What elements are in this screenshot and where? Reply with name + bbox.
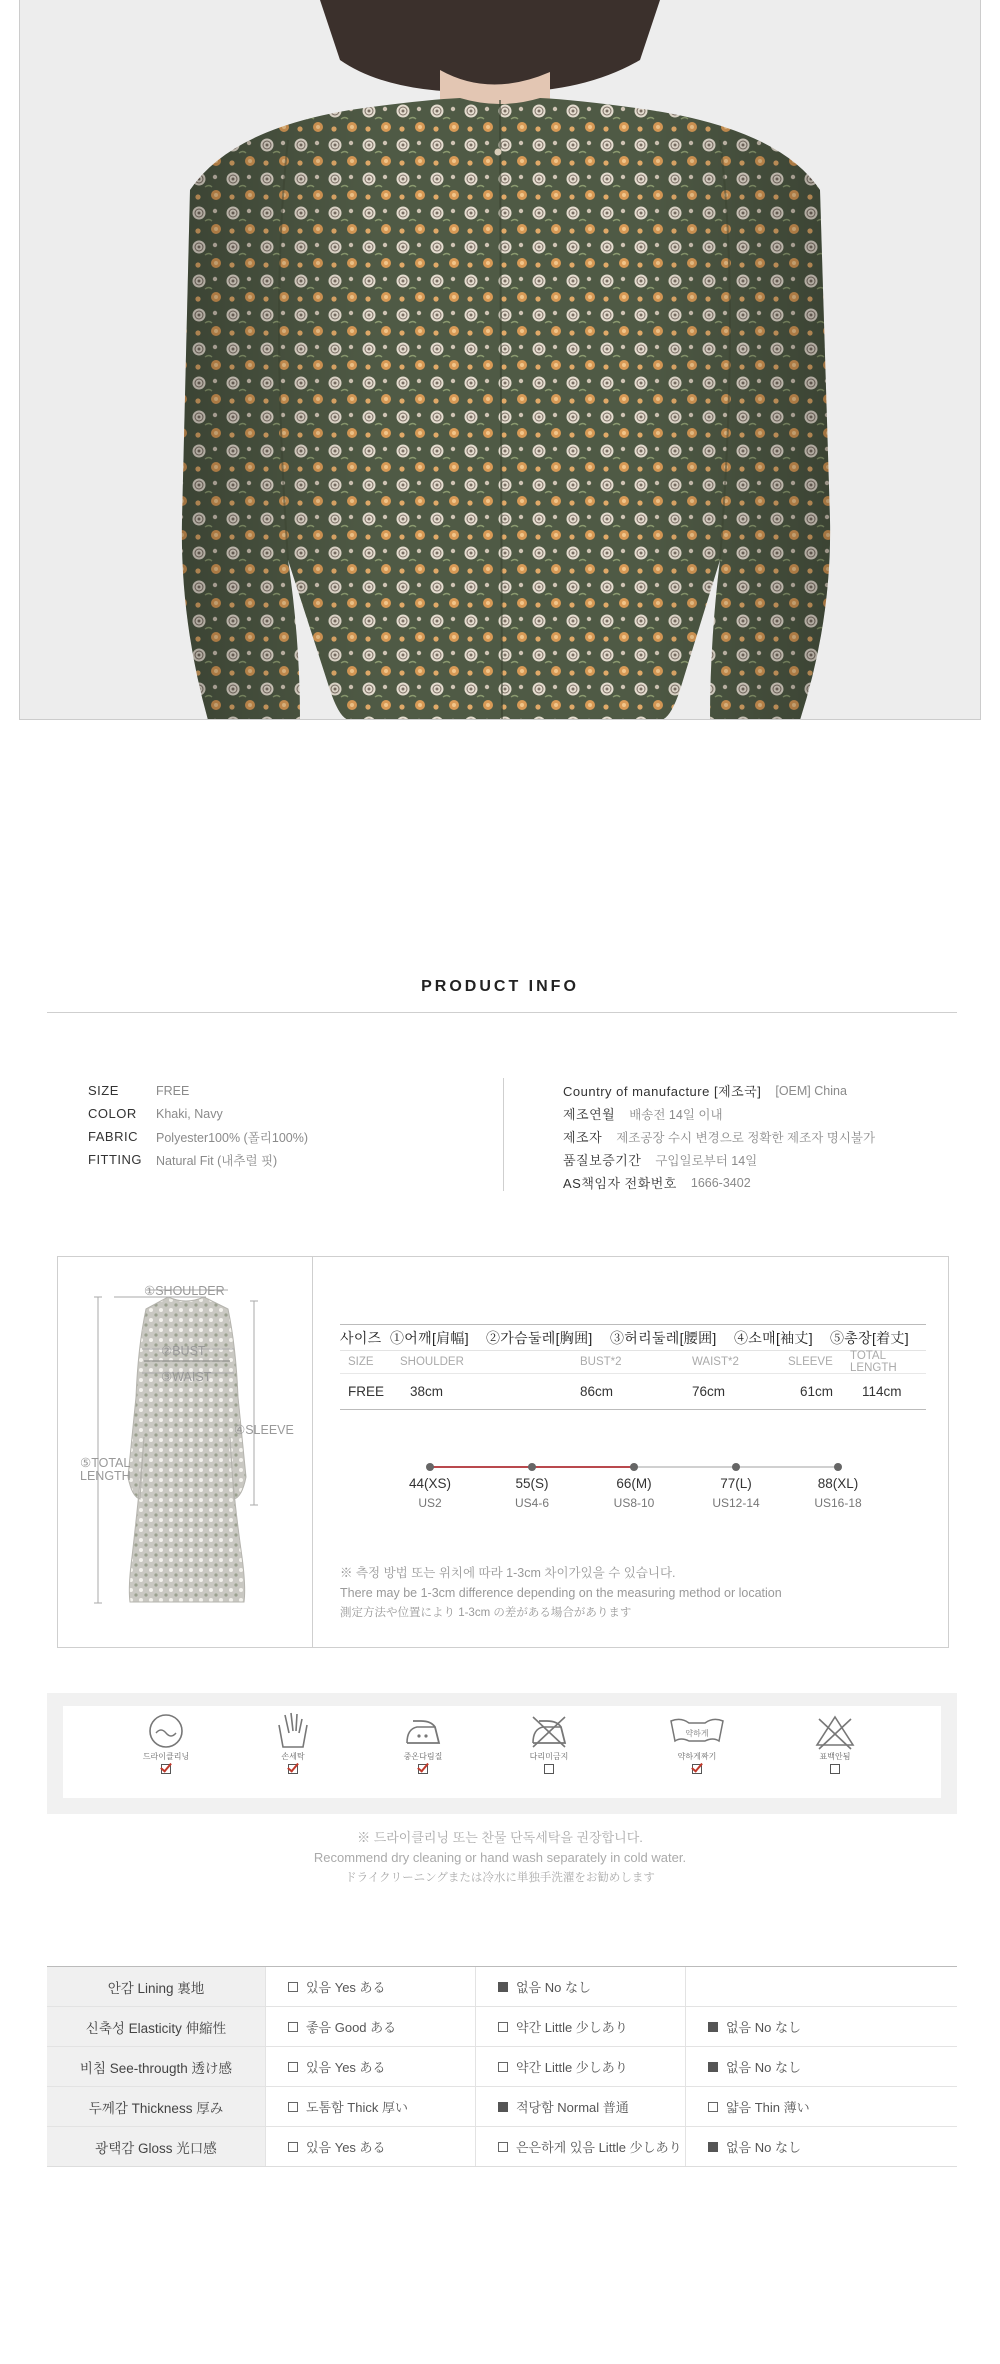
spec-value: FREE <box>156 1083 190 1098</box>
spec-value: 배송전 14일 이내 <box>629 1107 723 1122</box>
attribute-table <box>47 1966 957 2167</box>
size-notes <box>340 1563 782 1623</box>
attribute-name: 비침 See-througth 透け感 <box>47 2047 265 2086</box>
spec-divider <box>503 1078 504 1191</box>
wring-gently-icon <box>667 1711 727 1751</box>
size-table-header-cell: ⑤총장[着丈] <box>830 1329 909 1346</box>
care-note-english: Recommend dry cleaning or hand wash separately in cold water. <box>313 1850 687 1865</box>
spec-value: Khaki, Navy <box>156 1106 223 1121</box>
attribute-option-label: 없음 No なし <box>516 1980 591 1995</box>
attribute-option <box>685 2047 957 2086</box>
spec-row-fitting <box>88 1148 308 1171</box>
spec-list-left <box>88 1079 308 1171</box>
attribute-checkbox-unchecked <box>288 2102 298 2112</box>
spec-row-color <box>88 1102 308 1125</box>
care-notes <box>0 1828 1000 1888</box>
care-item-dry-clean <box>126 1711 206 1774</box>
attribute-option <box>265 2127 475 2166</box>
size-scale-us-size: US4-6 <box>514 1496 549 1510</box>
size-scale-label: 77(L) <box>720 1476 752 1491</box>
spec-value: Polyester100% (폴리100%) <box>156 1130 308 1145</box>
size-table-eng-cell: TOTAL LENGTH <box>850 1350 897 1374</box>
care-item-no-bleach <box>795 1711 875 1774</box>
size-table-value-cell: 61cm <box>800 1384 834 1399</box>
size-scale-dot <box>630 1463 638 1471</box>
size-scale-label: 55(S) <box>515 1476 549 1491</box>
attribute-option-label: 도톰함 Thick 厚い <box>306 2100 408 2115</box>
attribute-option <box>265 1967 475 2006</box>
figure-label-total-1: ⑤TOTAL <box>80 1456 131 1470</box>
attribute-option-label: 있음 Yes ある <box>306 1980 386 1995</box>
no-bleach-icon <box>813 1711 857 1751</box>
attribute-name: 두께감 Thickness 厚み <box>47 2087 265 2126</box>
attribute-option-label: 적당함 Normal 普通 <box>516 2100 629 2115</box>
care-checkbox-unchecked <box>830 1764 840 1774</box>
attribute-option-label: 좋음 Good ある <box>306 2020 397 2035</box>
care-item-no-iron <box>509 1711 589 1774</box>
attribute-checkbox-checked <box>708 2062 718 2072</box>
size-scale-us-size: US8-10 <box>613 1496 655 1510</box>
care-label: 약하게짜기 <box>677 1752 717 1761</box>
size-table-english-row <box>340 1351 926 1374</box>
spec-key: AS책임자 전화번호 <box>563 1176 677 1191</box>
figure-label-total-2: LENGTH <box>80 1469 131 1483</box>
size-table-value-cell: 86cm <box>580 1384 614 1399</box>
care-checkbox-checked <box>692 1764 702 1774</box>
attribute-option-label: 은은하게 있음 Little 少しあり <box>516 2140 682 2155</box>
dress-illustration <box>58 1257 312 1647</box>
size-scale-us-size: US12-14 <box>712 1496 760 1510</box>
size-table-value-cell: 38cm <box>410 1384 444 1399</box>
spec-value: Natural Fit (내추럴 핏) <box>156 1153 278 1168</box>
spec-key: SIZE <box>88 1083 119 1098</box>
spec-row-manufacturer <box>563 1125 875 1148</box>
divider <box>47 1012 957 1013</box>
spec-row-size <box>88 1079 308 1102</box>
spec-value: 1666-3402 <box>690 1175 751 1190</box>
care-label: 표백안됨 <box>819 1752 851 1761</box>
spec-row-fabric <box>88 1125 308 1148</box>
attribute-checkbox-checked <box>498 1982 508 1992</box>
attribute-name: 신축성 Elasticity 伸縮性 <box>47 2007 265 2046</box>
spec-value: [OEM] China <box>775 1083 847 1098</box>
size-note-japanese: 測定方法や位置により 1-3cm の差がある場合があります <box>340 1607 632 1619</box>
spec-row-manufacture-date <box>563 1102 875 1125</box>
attribute-option-label: 없음 No なし <box>726 2020 801 2035</box>
attribute-option <box>475 1967 685 2006</box>
svg-text:약하게: 약하게 <box>685 1729 709 1738</box>
size-table-eng-cell: SHOULDER <box>400 1356 464 1368</box>
size-table-header-cell: ①어깨[肩幅] <box>390 1329 469 1346</box>
attribute-checkbox-unchecked <box>708 2102 718 2112</box>
figure-label-bust: ②BUST <box>161 1344 206 1358</box>
attribute-checkbox-unchecked <box>288 2142 298 2152</box>
spec-value: 구입일로부터 14일 <box>655 1153 758 1168</box>
size-table-values-row <box>340 1374 926 1410</box>
size-scale-dot <box>528 1463 536 1471</box>
attribute-checkbox-unchecked <box>288 2062 298 2072</box>
size-note-english: There may be 1-3cm difference depending on the measuring method or location <box>340 1586 782 1600</box>
care-label: 손세탁 <box>281 1752 305 1761</box>
attribute-name: 안감 Lining 裏地 <box>47 1967 265 2006</box>
size-table-header <box>340 1324 926 1351</box>
attribute-checkbox-unchecked <box>498 2022 508 2032</box>
size-scale-dot <box>426 1463 434 1471</box>
size-scale-us-size: US16-18 <box>814 1496 862 1510</box>
figure-label-waist: ③WAIST <box>161 1370 212 1384</box>
attribute-option <box>475 2087 685 2126</box>
spec-value: 제조공장 수시 변경으로 정확한 제조자 명시불가 <box>616 1130 876 1145</box>
attribute-option <box>685 2007 957 2046</box>
size-scale-dot <box>732 1463 740 1471</box>
spec-row-warranty <box>563 1148 875 1171</box>
attribute-checkbox-unchecked <box>288 2022 298 2032</box>
size-table-eng-cell: WAIST*2 <box>692 1356 739 1368</box>
spec-key: 제조자 <box>563 1130 603 1145</box>
attribute-option <box>685 2127 957 2166</box>
attribute-option-label: 얇음 Thin 薄い <box>726 2100 810 2115</box>
care-note-korean: ※ 드라이클리닝 또는 찬물 단독세탁을 권장합니다. <box>357 1830 643 1845</box>
size-table <box>340 1324 926 1410</box>
size-table-eng-cell: BUST*2 <box>580 1356 622 1368</box>
attribute-option-label: 있음 Yes ある <box>306 2060 386 2075</box>
care-label: 중온다림질 <box>403 1752 443 1761</box>
size-table-header-cell: ④소매[袖丈] <box>734 1329 813 1346</box>
product-info-title: PRODUCT INFO <box>421 978 579 995</box>
care-checkbox-checked <box>161 1764 171 1774</box>
size-scale-us-size: US2 <box>418 1496 442 1510</box>
size-figure <box>58 1257 312 1647</box>
attribute-row <box>47 2127 957 2167</box>
attribute-checkbox-checked <box>708 2142 718 2152</box>
attribute-checkbox-unchecked <box>498 2062 508 2072</box>
spec-key: FABRIC <box>88 1129 138 1144</box>
attribute-checkbox-unchecked <box>288 1982 298 1992</box>
size-table-value-cell: 76cm <box>692 1384 726 1399</box>
attribute-row <box>47 2087 957 2127</box>
size-table-header-cell: 사이즈 <box>340 1329 382 1346</box>
care-item-wring-gently <box>657 1711 737 1774</box>
size-table-eng-cell: SLEEVE <box>788 1356 833 1368</box>
attribute-name: 광택감 Gloss 光口感 <box>47 2127 265 2166</box>
size-scale-label: 66(M) <box>616 1476 652 1491</box>
hand-wash-icon <box>271 1711 315 1751</box>
attribute-checkbox-checked <box>708 2022 718 2032</box>
spec-row-as-phone <box>563 1171 875 1194</box>
attribute-option <box>685 1967 957 2006</box>
care-checkbox-unchecked <box>544 1764 554 1774</box>
attribute-option-label: 없음 No なし <box>726 2060 801 2075</box>
spec-row-country <box>563 1079 875 1102</box>
attribute-option-label: 약간 Little 少しあり <box>516 2020 628 2035</box>
attribute-checkbox-checked <box>498 2102 508 2112</box>
attribute-option <box>475 2047 685 2086</box>
size-table-eng-cell: SIZE <box>348 1356 374 1368</box>
figure-label-sleeve: ④SLEEVE <box>234 1423 294 1437</box>
size-note-korean: ※ 측정 방법 또는 위치에 따라 1-3cm 차이가있을 수 있습니다. <box>340 1566 676 1580</box>
spec-key: 품질보증기간 <box>563 1153 642 1168</box>
spec-list-right <box>563 1079 875 1194</box>
spec-key: FITTING <box>88 1152 143 1167</box>
attribute-option <box>475 2127 685 2166</box>
no-iron-icon <box>527 1711 571 1751</box>
size-table-value-cell: FREE <box>348 1384 385 1399</box>
attribute-option <box>265 2007 475 2046</box>
attribute-option-label: 약간 Little 少しあり <box>516 2060 628 2075</box>
attribute-option <box>685 2087 957 2126</box>
attribute-option <box>475 2007 685 2046</box>
attribute-option <box>265 2087 475 2126</box>
dry-clean-icon <box>144 1711 188 1751</box>
size-scale-label: 88(XL) <box>817 1476 859 1491</box>
size-box-divider <box>312 1257 313 1647</box>
attribute-option-label: 없음 No なし <box>726 2140 801 2155</box>
attribute-row <box>47 2047 957 2087</box>
size-table-header-cell: ③허리둘레[腰囲] <box>610 1329 717 1346</box>
product-photo-back-view <box>19 0 981 720</box>
spec-key: COLOR <box>88 1106 137 1121</box>
figure-label-shoulder: ①SHOULDER <box>144 1284 225 1298</box>
size-scale-dot <box>834 1463 842 1471</box>
size-table-header-cell: ②가슴둘레[胸囲] <box>486 1329 593 1346</box>
iron-icon <box>401 1711 445 1751</box>
size-scale-label: 44(XS) <box>408 1476 452 1491</box>
spec-key: 제조연월 <box>563 1107 616 1122</box>
care-checkbox-checked <box>288 1764 298 1774</box>
attribute-option <box>265 2047 475 2086</box>
care-item-hand-wash <box>253 1711 333 1774</box>
care-label: 다리미금지 <box>529 1752 569 1761</box>
care-item-iron <box>383 1711 463 1774</box>
attribute-option-label: 있음 Yes ある <box>306 2140 386 2155</box>
attribute-row <box>47 1967 957 2007</box>
spec-key: Country of manufacture [제조국] <box>563 1084 762 1099</box>
care-checkbox-checked <box>418 1764 428 1774</box>
attribute-checkbox-unchecked <box>498 2142 508 2152</box>
size-table-value-cell: 114cm <box>862 1384 902 1399</box>
attribute-row <box>47 2007 957 2047</box>
size-scale <box>400 1462 860 1522</box>
care-note-japanese: ドライクリーニングまたは冷水に単独手洗濯をお勧めします <box>345 1872 655 1884</box>
care-label: 드라이클리닝 <box>142 1752 190 1761</box>
